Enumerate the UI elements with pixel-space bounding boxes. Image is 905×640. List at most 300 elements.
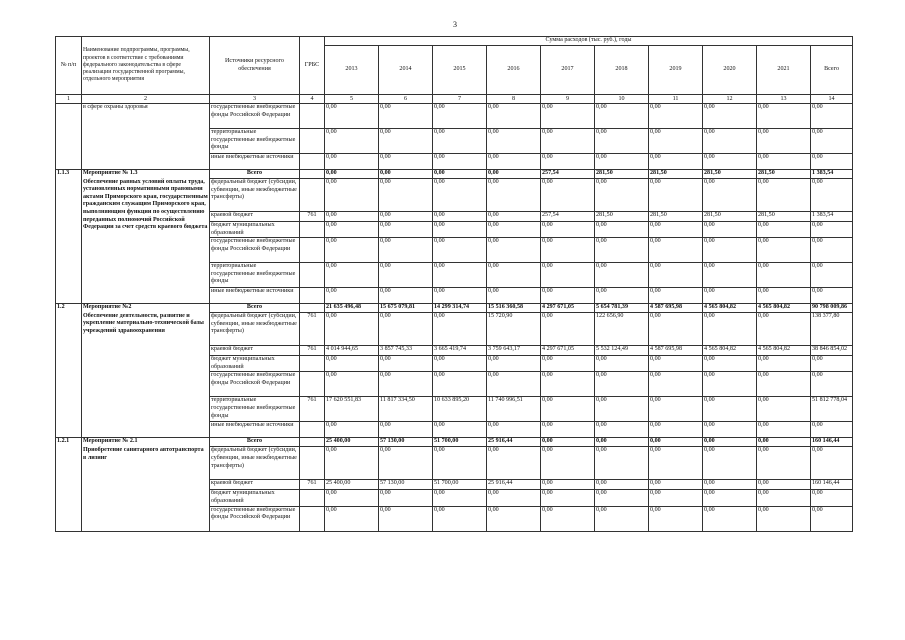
column-number: 10	[595, 95, 649, 104]
amount-cell: 51 700,00	[433, 438, 487, 447]
amount-cell: 0,00	[379, 263, 433, 288]
amount-cell: 0,00	[649, 480, 703, 490]
amount-cell: 3 665 419,74	[433, 346, 487, 356]
amount-cell: 0,00	[757, 480, 811, 490]
amount-cell: 281,50	[649, 170, 703, 179]
amount-cell: 0,00	[541, 356, 595, 372]
amount-cell: 0,00	[649, 356, 703, 372]
amount-cell: 17 620 551,83	[325, 397, 379, 422]
amount-cell: 0,00	[379, 154, 433, 170]
grbs-code: 761	[300, 313, 325, 346]
source-label: государственные внебюджетные фонды Российской Федерации	[210, 238, 300, 263]
amount-cell: 25 916,44	[487, 438, 541, 447]
amount-cell: 0,00	[379, 238, 433, 263]
header-num: № п/п	[56, 37, 82, 95]
column-number: 12	[703, 95, 757, 104]
amount-cell: 0,00	[325, 372, 379, 397]
amount-cell: 0,00	[433, 238, 487, 263]
item-name-cell	[82, 104, 210, 170]
amount-cell: 57 130,00	[379, 438, 433, 447]
amount-cell: 0,00	[379, 222, 433, 238]
total-row	[56, 438, 853, 447]
source-label: бюджет муниципальных образований	[210, 222, 300, 238]
amount-cell: 0,00	[433, 154, 487, 170]
amount-cell: 3 759 643,17	[487, 346, 541, 356]
amount-cell: 0,00	[325, 313, 379, 346]
amount-cell: 0,00	[811, 447, 853, 480]
amount-cell: 0,00	[703, 356, 757, 372]
item-number: 1.2	[56, 304, 82, 438]
grbs-code	[300, 356, 325, 372]
amount-cell: 25 400,00	[325, 438, 379, 447]
column-number-row	[56, 95, 853, 104]
amount-cell: 0,00	[703, 447, 757, 480]
amount-cell: 0,00	[541, 238, 595, 263]
amount-cell: 0,00	[649, 154, 703, 170]
amount-cell: 0,00	[649, 422, 703, 438]
amount-cell: 0,00	[757, 104, 811, 129]
amount-cell: 4 565 804,82	[757, 346, 811, 356]
source-label: территориальные государственные внебюджетные фонды	[210, 263, 300, 288]
amount-cell: 0,00	[703, 154, 757, 170]
grbs-code	[300, 490, 325, 506]
amount-cell: 0,00	[595, 356, 649, 372]
amount-cell: 3 857 745,33	[379, 346, 433, 356]
amount-cell: 0,00	[325, 506, 379, 531]
header-name: Наименование подпрограммы, программы, проектов в соответствие с требованиями федерального законодательства в сфере реализации государственной программы, отдельного мероприятия	[82, 37, 210, 95]
source-label: государственные внебюджетные фонды Российской Федерации	[210, 104, 300, 129]
column-number: 2	[82, 95, 210, 104]
amount-cell: 0,00	[433, 104, 487, 129]
header-source: Источники ресурсного обеспечения	[210, 37, 300, 95]
amount-cell: 257,54	[541, 212, 595, 222]
amount-cell: 5 654 781,39	[595, 304, 649, 313]
source-label: федеральный бюджет (субсидии, субвенции, иные межбюджетные трансферты)	[210, 447, 300, 480]
amount-cell: 0,00	[487, 372, 541, 397]
amount-cell: 0,00	[595, 238, 649, 263]
amount-cell: 0,00	[757, 372, 811, 397]
amount-cell: 0,00	[757, 179, 811, 212]
amount-cell: 0,00	[487, 154, 541, 170]
amount-cell: 0,00	[541, 422, 595, 438]
amount-cell: 4 565 804,82	[757, 304, 811, 313]
amount-cell: 0,00	[541, 447, 595, 480]
amount-cell: 0,00	[433, 313, 487, 346]
source-label: иные внебюджетные источники	[210, 154, 300, 170]
amount-cell: 0,00	[541, 372, 595, 397]
amount-cell: 0,00	[703, 480, 757, 490]
amount-cell: 0,00	[433, 129, 487, 154]
amount-cell: 0,00	[433, 356, 487, 372]
item-title: Мероприятие № 1.3	[83, 170, 138, 176]
amount-cell: 0,00	[433, 372, 487, 397]
item-description: Приобретение санитарного автотранспорта в лизинг	[83, 446, 204, 461]
amount-cell: 0,00	[649, 490, 703, 506]
grbs-code	[300, 222, 325, 238]
total-row	[56, 304, 853, 313]
amount-cell: 0,00	[433, 490, 487, 506]
amount-cell: 0,00	[433, 222, 487, 238]
amount-cell: 0,00	[811, 179, 853, 212]
amount-cell: 0,00	[379, 104, 433, 129]
amount-cell: 0,00	[325, 447, 379, 480]
grbs-code	[300, 288, 325, 304]
amount-cell: 0,00	[649, 313, 703, 346]
amount-cell: 4 014 944,65	[325, 346, 379, 356]
amount-cell: 0,00	[379, 212, 433, 222]
amount-cell: 4 565 804,82	[703, 346, 757, 356]
amount-cell: 281,50	[595, 170, 649, 179]
amount-cell: 0,00	[433, 422, 487, 438]
amount-cell: 0,00	[325, 422, 379, 438]
amount-cell: 0,00	[811, 222, 853, 238]
item-name-cell	[82, 304, 210, 438]
amount-cell: 0,00	[595, 490, 649, 506]
amount-cell: 0,00	[811, 356, 853, 372]
amount-cell: 0,00	[379, 490, 433, 506]
source-label: Всего	[210, 170, 300, 179]
column-number: 1	[56, 95, 82, 104]
column-number: 9	[541, 95, 595, 104]
column-number: 5	[325, 95, 379, 104]
grbs-code: 761	[300, 397, 325, 422]
amount-cell: 0,00	[325, 129, 379, 154]
grbs-code	[300, 238, 325, 263]
amount-cell: 0,00	[487, 506, 541, 531]
page-number: 3	[453, 20, 457, 29]
column-number: 14	[811, 95, 853, 104]
amount-cell: 0,00	[487, 288, 541, 304]
grbs-code: 761	[300, 480, 325, 490]
source-label: краевой бюджет	[210, 346, 300, 356]
amount-cell: 51 700,00	[433, 480, 487, 490]
amount-cell: 0,00	[325, 238, 379, 263]
item-title: Мероприятие №2	[83, 304, 132, 311]
column-number: 4	[300, 95, 325, 104]
amount-cell: 0,00	[595, 447, 649, 480]
amount-cell: 0,00	[703, 179, 757, 212]
header-year: 2020	[703, 46, 757, 95]
amount-cell: 0,00	[757, 356, 811, 372]
amount-cell: 0,00	[487, 263, 541, 288]
column-number: 8	[487, 95, 541, 104]
amount-cell: 0,00	[325, 179, 379, 212]
amount-cell: 0,00	[325, 490, 379, 506]
amount-cell: 0,00	[757, 313, 811, 346]
amount-cell: 0,00	[757, 238, 811, 263]
amount-cell: 0,00	[757, 129, 811, 154]
amount-cell: 0,00	[541, 438, 595, 447]
amount-cell: 57 130,00	[379, 480, 433, 490]
source-label: государственные внебюджетные фонды Российской Федерации	[210, 506, 300, 531]
amount-cell: 0,00	[595, 154, 649, 170]
grbs-code	[300, 263, 325, 288]
amount-cell: 0,00	[757, 490, 811, 506]
item-title: Мероприятие № 2.1	[83, 438, 138, 445]
amount-cell: 0,00	[487, 490, 541, 506]
amount-cell: 0,00	[433, 170, 487, 179]
amount-cell: 0,00	[703, 104, 757, 129]
amount-cell: 0,00	[649, 397, 703, 422]
amount-cell: 0,00	[325, 104, 379, 129]
item-description: Обеспечение равных условий оплаты труда, установленных нормативными правовыми актами Приморского края, государственным гражданским служащим Приморского края, выполняющим функции по осуществлению переданных полномочий Российской Федерации за счет средств краевого бюджета	[83, 178, 208, 231]
amount-cell: 15 516 360,58	[487, 304, 541, 313]
amount-cell: 281,50	[703, 170, 757, 179]
header-year: 2021	[757, 46, 811, 95]
amount-cell: 0,00	[595, 179, 649, 212]
grbs-code	[300, 438, 325, 447]
amount-cell: 0,00	[487, 170, 541, 179]
amount-cell: 0,00	[541, 154, 595, 170]
amount-cell: 0,00	[325, 222, 379, 238]
amount-cell: 11 817 334,50	[379, 397, 433, 422]
amount-cell: 0,00	[487, 422, 541, 438]
amount-cell: 0,00	[541, 129, 595, 154]
amount-cell: 0,00	[703, 506, 757, 531]
amount-cell: 1 383,54	[811, 212, 853, 222]
amount-cell: 0,00	[379, 170, 433, 179]
source-label: территориальные государственные внебюджетные фонды	[210, 397, 300, 422]
amount-cell: 0,00	[757, 438, 811, 447]
amount-cell: 38 846 854,02	[811, 346, 853, 356]
amount-cell: 0,00	[433, 506, 487, 531]
amount-cell: 0,00	[757, 506, 811, 531]
amount-cell: 0,00	[649, 222, 703, 238]
source-label: Всего	[210, 438, 300, 447]
item-number	[56, 104, 82, 170]
amount-cell: 0,00	[541, 397, 595, 422]
amount-cell: 0,00	[541, 506, 595, 531]
amount-cell: 0,00	[595, 263, 649, 288]
amount-cell: 0,00	[703, 263, 757, 288]
amount-cell: 0,00	[649, 129, 703, 154]
amount-cell: 0,00	[811, 129, 853, 154]
amount-cell: 4 565 804,82	[703, 304, 757, 313]
amount-cell: 0,00	[703, 490, 757, 506]
amount-cell: 51 812 778,04	[811, 397, 853, 422]
source-label: краевой бюджет	[210, 212, 300, 222]
budget-table	[55, 36, 853, 532]
source-label: федеральный бюджет (субсидии, субвенции, иные межбюджетные трансферты)	[210, 179, 300, 212]
amount-cell: 0,00	[487, 447, 541, 480]
column-number: 7	[433, 95, 487, 104]
amount-cell: 21 635 496,48	[325, 304, 379, 313]
amount-cell: 0,00	[757, 397, 811, 422]
amount-cell: 0,00	[379, 129, 433, 154]
amount-cell: 0,00	[649, 288, 703, 304]
amount-cell: 5 532 124,49	[595, 346, 649, 356]
header-year: 2018	[595, 46, 649, 95]
header-year: 2014	[379, 46, 433, 95]
amount-cell: 0,00	[811, 238, 853, 263]
amount-cell: 138 377,80	[811, 313, 853, 346]
header-year: Всего	[811, 46, 853, 95]
amount-cell: 0,00	[811, 263, 853, 288]
grbs-code	[300, 304, 325, 313]
amount-cell: 11 740 996,51	[487, 397, 541, 422]
header-grbs: ГРБС	[300, 37, 325, 95]
grbs-code	[300, 170, 325, 179]
grbs-code: 761	[300, 346, 325, 356]
amount-cell: 0,00	[703, 238, 757, 263]
amount-cell: 0,00	[541, 288, 595, 304]
header-year: 2019	[649, 46, 703, 95]
amount-cell: 0,00	[811, 154, 853, 170]
grbs-code: 761	[300, 212, 325, 222]
amount-cell: 0,00	[325, 212, 379, 222]
amount-cell: 257,54	[541, 170, 595, 179]
amount-cell: 281,50	[757, 170, 811, 179]
amount-cell: 160 146,44	[811, 480, 853, 490]
amount-cell: 281,50	[595, 212, 649, 222]
amount-cell: 0,00	[649, 263, 703, 288]
amount-cell: 0,00	[433, 263, 487, 288]
amount-cell: 0,00	[541, 313, 595, 346]
amount-cell: 25 916,44	[487, 480, 541, 490]
amount-cell: 0,00	[433, 447, 487, 480]
amount-cell: 0,00	[487, 222, 541, 238]
grbs-code	[300, 372, 325, 397]
amount-cell: 14 299 314,74	[433, 304, 487, 313]
amount-cell: 0,00	[541, 179, 595, 212]
source-label: государственные внебюджетные фонды Российской Федерации	[210, 372, 300, 397]
amount-cell: 4 297 671,05	[541, 346, 595, 356]
amount-cell: 0,00	[703, 222, 757, 238]
amount-cell: 4 587 695,98	[649, 346, 703, 356]
amount-cell: 160 146,44	[811, 438, 853, 447]
source-label: бюджет муниципальных образований	[210, 490, 300, 506]
grbs-code	[300, 506, 325, 531]
grbs-code	[300, 104, 325, 129]
amount-cell: 0,00	[487, 356, 541, 372]
source-label: территориальные государственные внебюджетные фонды	[210, 129, 300, 154]
grbs-code	[300, 447, 325, 480]
amount-cell: 15 720,90	[487, 313, 541, 346]
amount-cell: 0,00	[487, 212, 541, 222]
amount-cell: 0,00	[379, 447, 433, 480]
amount-cell: 0,00	[433, 212, 487, 222]
amount-cell: 122 656,90	[595, 313, 649, 346]
header-year: 2017	[541, 46, 595, 95]
amount-cell: 0,00	[811, 506, 853, 531]
amount-cell: 0,00	[325, 288, 379, 304]
source-label: иные внебюджетные источники	[210, 288, 300, 304]
amount-cell: 0,00	[379, 288, 433, 304]
amount-cell: 0,00	[811, 422, 853, 438]
amount-cell: 0,00	[811, 372, 853, 397]
column-number: 3	[210, 95, 300, 104]
amount-cell: 0,00	[433, 288, 487, 304]
amount-cell: 0,00	[487, 238, 541, 263]
header-year: 2015	[433, 46, 487, 95]
total-row	[56, 170, 853, 179]
amount-cell: 0,00	[595, 129, 649, 154]
amount-cell: 0,00	[703, 438, 757, 447]
amount-cell: 10 633 895,20	[433, 397, 487, 422]
amount-cell: 0,00	[379, 313, 433, 346]
amount-cell: 0,00	[379, 372, 433, 397]
amount-cell: 0,00	[703, 313, 757, 346]
header-year: 2016	[487, 46, 541, 95]
source-label: федеральный бюджет (субсидии, субвенции, иные межбюджетные трансферты)	[210, 313, 300, 346]
amount-cell: 0,00	[649, 104, 703, 129]
amount-cell: 0,00	[811, 490, 853, 506]
amount-cell: 0,00	[757, 222, 811, 238]
amount-cell: 0,00	[487, 129, 541, 154]
amount-cell: 0,00	[541, 263, 595, 288]
amount-cell: 0,00	[541, 104, 595, 129]
header-expenses: Сумма расходов (тыс. руб.), годы	[325, 37, 853, 46]
amount-cell: 0,00	[703, 397, 757, 422]
source-label: краевой бюджет	[210, 480, 300, 490]
amount-cell: 0,00	[541, 490, 595, 506]
item-number: 1.1.3	[56, 170, 82, 304]
source-label: иные внебюджетные источники	[210, 422, 300, 438]
amount-cell: 0,00	[757, 422, 811, 438]
amount-cell: 4 587 695,98	[649, 304, 703, 313]
amount-cell: 0,00	[487, 179, 541, 212]
amount-cell: 4 297 671,05	[541, 304, 595, 313]
amount-cell: 0,00	[433, 179, 487, 212]
amount-cell: 0,00	[487, 104, 541, 129]
amount-cell: 0,00	[649, 372, 703, 397]
amount-cell: 281,50	[703, 212, 757, 222]
amount-cell: 281,50	[757, 212, 811, 222]
amount-cell: 0,00	[649, 238, 703, 263]
amount-cell: 0,00	[757, 154, 811, 170]
grbs-code	[300, 422, 325, 438]
amount-cell: 0,00	[811, 288, 853, 304]
column-number: 6	[379, 95, 433, 104]
amount-cell: 0,00	[595, 104, 649, 129]
amount-cell: 0,00	[325, 170, 379, 179]
amount-cell: 0,00	[595, 372, 649, 397]
amount-cell: 281,50	[649, 212, 703, 222]
amount-cell: 0,00	[703, 288, 757, 304]
amount-cell: 0,00	[649, 447, 703, 480]
grbs-code	[300, 179, 325, 212]
amount-cell: 0,00	[595, 506, 649, 531]
item-name-cell	[82, 438, 210, 531]
amount-cell: 0,00	[595, 480, 649, 490]
amount-cell: 0,00	[325, 263, 379, 288]
amount-cell: 0,00	[379, 422, 433, 438]
amount-cell: 0,00	[595, 288, 649, 304]
amount-cell: 0,00	[703, 372, 757, 397]
source-label: бюджет муниципальных образований	[210, 356, 300, 372]
amount-cell: 0,00	[325, 356, 379, 372]
grbs-code	[300, 154, 325, 170]
amount-cell: 25 400,00	[325, 480, 379, 490]
amount-cell: 0,00	[595, 438, 649, 447]
amount-cell: 15 675 079,81	[379, 304, 433, 313]
item-description: Обеспечение деятельности, развитие и укрепление материально-технической базы учреждений здравоохранения	[83, 312, 204, 334]
amount-cell: 0,00	[757, 447, 811, 480]
amount-cell: 90 798 009,86	[811, 304, 853, 313]
column-number: 13	[757, 95, 811, 104]
amount-cell: 0,00	[703, 129, 757, 154]
amount-cell: 0,00	[811, 104, 853, 129]
amount-cell: 0,00	[595, 397, 649, 422]
amount-cell: 0,00	[595, 422, 649, 438]
amount-cell: 0,00	[757, 263, 811, 288]
grbs-code	[300, 129, 325, 154]
amount-cell: 0,00	[649, 438, 703, 447]
amount-cell: 0,00	[541, 480, 595, 490]
item-number: 1.2.1	[56, 438, 82, 531]
amount-cell: 0,00	[379, 179, 433, 212]
header-year: 2013	[325, 46, 379, 95]
